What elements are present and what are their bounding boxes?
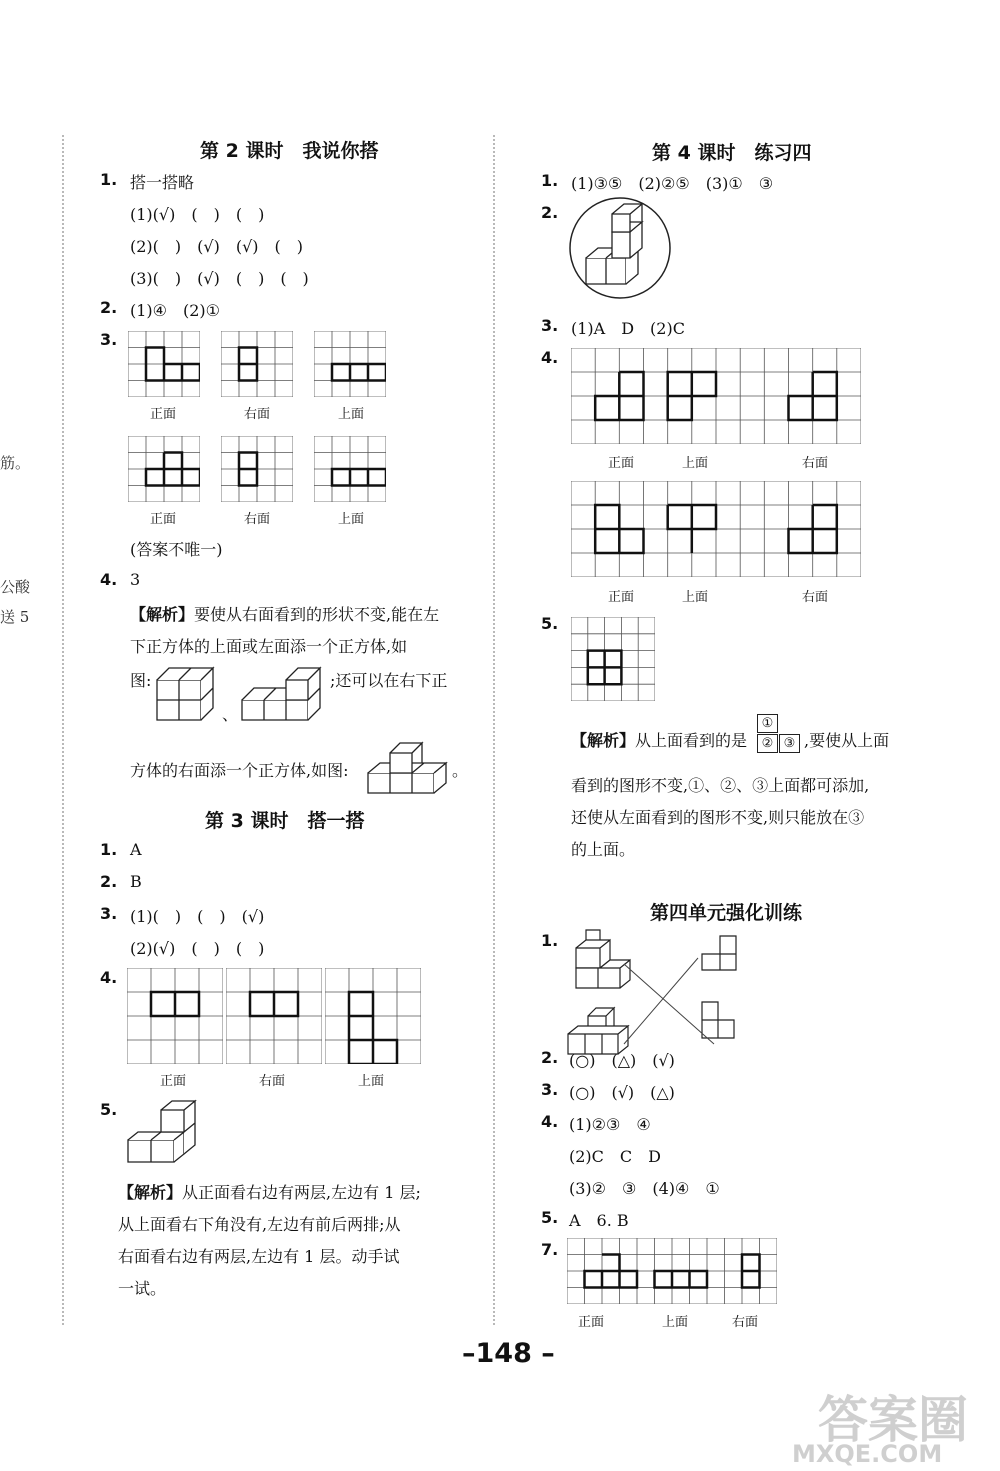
explanation-line: 右面看右边有两层,左边有 1 层。动手试 [118,1247,400,1266]
explanation-line: 下正方体的上面或左面添一个正方体,如 [130,637,408,656]
view-label: 上面 [338,407,365,422]
mini-cell-2: ② [757,734,778,753]
center-column-rule [493,135,495,1325]
answer-note: (答案不唯一) [130,540,223,559]
view-label: 上面 [682,456,709,471]
question-number: 2. [541,203,559,222]
view-grid-right [221,331,293,397]
explanation-line [118,1180,421,1203]
explanation-line: 看到的图形不变,①、②、③上面都可添加, [571,776,870,795]
answer-row: (1)(√) ( ) ( ) [130,205,265,224]
question-number: 4. [541,348,559,367]
view-label: 右面 [802,456,829,471]
answer-text: (1)④ (2)① [130,301,221,320]
cube-figure [366,737,450,795]
question-number: 2. [100,872,118,891]
page-number: –148 – [462,1338,555,1369]
view-label: 右面 [732,1315,759,1330]
question-number: 7. [541,1240,559,1259]
answer-row: (3)② ③ (4)④ ① [569,1179,720,1198]
question-number: 1. [100,840,118,859]
question-number: 4. [541,1112,559,1131]
explanation-text: 从上面看到的是 [635,731,748,750]
answer-row: (2)C C D [569,1147,661,1166]
explanation-line: 图: [130,671,152,690]
view-label: 上面 [338,512,365,527]
explanation-tag: 【解析】 [118,1183,183,1202]
question-number: 3. [541,1080,559,1099]
lesson3-title: 第 3 课时 搭一搭 [205,810,365,832]
view-label: 正面 [160,1074,187,1089]
explanation-line: 方体的右面添一个正方体,如图: [130,761,349,780]
mini-cell-3: ③ [779,734,800,753]
answer-text: 3 [130,570,141,589]
answer-text: (○) (√) (△) [569,1083,675,1102]
view-grid-top [314,436,386,502]
explanation-line [571,728,747,751]
view-grid-right [221,436,293,502]
answer-text: B [130,872,142,891]
answer-text: (○) (△) (√) [569,1051,675,1070]
lesson2-title: 第 2 课时 我说你搭 [200,140,379,162]
answer-text: 搭一搭略 [130,173,195,192]
question-number: 3. [100,330,118,349]
question-number: 1. [541,931,559,950]
three-view-grid [571,481,861,577]
view-label: 右面 [802,590,829,605]
view-label: 正面 [150,512,177,527]
view-label: 上面 [662,1315,689,1330]
view-grid-right [226,968,322,1064]
view-grid-top [571,617,655,701]
explanation-line: 的上面。 [571,840,636,859]
view-label: 上面 [682,590,709,605]
answer-row: (3)( ) (√) ( ) ( ) [130,269,309,288]
cube-figure [240,660,330,722]
question-number: 3. [100,904,118,923]
view-grid-front [128,331,200,397]
unit4-title: 第四单元强化训练 [650,902,803,924]
question-number: 1. [100,170,118,189]
question-number: 1. [541,171,559,190]
view-grid-top [314,331,386,397]
three-view-grid [567,1238,777,1304]
view-label: 正面 [578,1315,605,1330]
explanation-line: 从上面看右下角没有,左边有前后两排;从 [118,1215,401,1234]
left-margin-rule [62,135,64,1325]
view-label: 右面 [259,1074,286,1089]
explanation-text: 。 [452,761,469,780]
explanation-text: ;还可以在右下正 [330,671,448,690]
cube-figure [126,1098,198,1164]
answer-text: A 6. B [569,1211,629,1230]
margin-fragment: 筋。 [0,454,31,472]
question-number: 5. [100,1100,118,1119]
answer-text: (1)A D (2)C [571,319,685,338]
watermark-url: MXQE.COM [792,1440,943,1468]
circled-cube-figure [568,196,672,300]
explanation-line [130,602,439,625]
view-label: 正面 [150,407,177,422]
answer-text: (1)③⑤ (2)②⑤ (3)① ③ [571,174,774,193]
explanation-separator: 、 [222,705,239,724]
question-number: 3. [541,316,559,335]
explanation-text: 从正面看右边有两层,左边有 1 层; [182,1183,421,1202]
explanation-tag: 【解析】 [571,731,636,750]
explanation-text: 要使从右面看到的形状不变,能在左 [194,605,440,624]
answer-row: (1)②③ ④ [569,1115,651,1134]
three-view-grid [571,348,861,444]
answer-text: A [130,840,142,859]
view-label: 右面 [244,407,271,422]
mini-cell-1: ① [757,714,778,733]
question-number: 2. [541,1048,559,1067]
answer-row: (1)( ) ( ) (√) [130,907,265,926]
margin-fragment: 送 5 [0,608,30,626]
view-grid-top [325,968,421,1064]
question-number: 5. [541,1208,559,1227]
view-grid-front [128,436,200,502]
margin-fragment: 公酸 [0,578,31,596]
cube-figure [155,660,215,722]
explanation-line: 还使从左面看到的图形不变,则只能放在③ [571,808,865,827]
view-label: 正面 [608,590,635,605]
view-label: 上面 [358,1074,385,1089]
view-label: 正面 [608,456,635,471]
question-number: 4. [100,570,118,589]
explanation-tag: 【解析】 [130,605,195,624]
watermark-logo: 答案圈 [818,1391,968,1449]
answer-row: (2)( ) (√) (√) ( ) [130,237,303,256]
question-number: 4. [100,968,118,987]
explanation-text: ,要使从上面 [804,731,890,750]
question-number: 2. [100,298,118,317]
view-label: 右面 [244,512,271,527]
explanation-line: 一试。 [118,1279,167,1298]
answer-row: (2)(√) ( ) ( ) [130,939,265,958]
question-number: 5. [541,614,559,633]
view-grid-front [127,968,223,1064]
lesson4-title: 第 4 课时 练习四 [652,142,812,164]
